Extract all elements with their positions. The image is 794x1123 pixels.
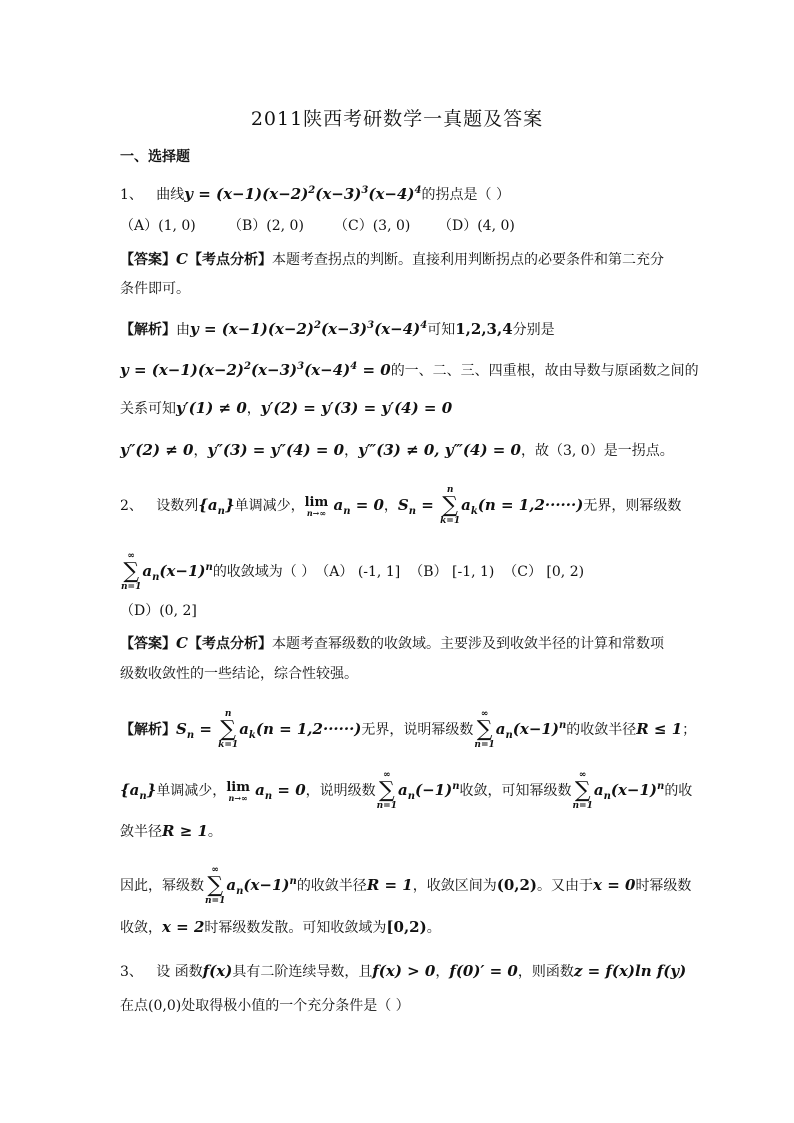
math-formula: $a_n(x-1)^n$	[226, 876, 297, 897]
question-number: 2、	[120, 498, 143, 514]
question-text: 的收敛域为（ ）	[212, 564, 316, 580]
answer-tag: 【答案】	[120, 252, 176, 268]
analysis-tag: 【考点分析】	[187, 252, 272, 268]
summation-symbol: ∞ ∑ n=1	[205, 865, 226, 906]
question-text: 无界，则幂级数	[583, 498, 682, 514]
question-number: 3、	[120, 964, 143, 980]
answer-letter: C	[176, 250, 188, 268]
option-c: （C）(3, 0)	[334, 218, 411, 234]
summation-symbol: ∞ ∑ n=1	[376, 770, 397, 811]
math-formula: $a_n(x-1)^n$	[593, 781, 665, 802]
summation-symbol: ∞ ∑ n=1	[572, 770, 593, 811]
question-text: 曲线	[156, 187, 185, 203]
question-text: 的拐点是（ ）	[421, 187, 510, 203]
math-formula: R = 1	[366, 876, 413, 894]
question-3-stem: 3、 设 函数f(x)具有二阶连续导数，且f(x) > 0，f(0)′ = 0，则函数z = f(x)ln f(y)	[120, 962, 687, 980]
analysis-text-cont: 级数收敛性的一些结论，综合性较强。	[120, 666, 358, 682]
math-formula: z = f(x)ln f(y)	[573, 962, 687, 980]
math-formula: $a_n = 0$	[249, 781, 306, 802]
solution-text: 关系可知	[120, 401, 176, 417]
math-formula: $a_k(n = 1,2\cdot\cdot\cdot\cdot\cdot\cdot)$	[239, 720, 362, 741]
math-formula: $a_n(x-1)^n$	[142, 562, 213, 583]
analysis-tag: 【考点分析】	[187, 636, 272, 652]
analysis-text-cont: 条件即可。	[120, 281, 190, 297]
solution-text: 敛半径	[120, 824, 162, 840]
math-formula: y″(2) ≠ 0	[120, 441, 194, 459]
math-limit: lim n→∞	[304, 494, 329, 518]
math-formula: $a_k(n = 1,2\cdot\cdot\cdot\cdot\cdot\cdot)$	[461, 496, 584, 517]
option-c: （C） [0, 2)	[503, 564, 585, 580]
analysis-text: 本题考查拐点的判断。直接利用判断拐点的必要条件和第二充分	[271, 252, 664, 268]
solution-text: 可知	[427, 322, 456, 338]
summation-symbol: ∞ ∑ n=1	[121, 551, 142, 592]
math-formula: y‴(3) ≠ 0, y‴(4) = 0	[358, 441, 521, 459]
solution-text: 收敛，可知幂级数	[459, 783, 572, 799]
math-formula: $a_n(x-1)^n$	[495, 720, 567, 741]
solution-text: 时幂级数发散。可知收敛域为	[204, 920, 387, 936]
math-formula: x = 2	[162, 918, 205, 936]
solution-line-2	[120, 357, 699, 381]
answer-line	[120, 249, 664, 270]
summation-symbol: n ∑ k=1	[440, 485, 461, 526]
math-formula: R ≥ 1	[162, 822, 208, 840]
math-formula: $a_n = 0$	[328, 496, 384, 517]
solution-text: 无界，说明幂级数	[361, 722, 474, 738]
solution-line-3: 敛半径R ≥ 1。	[120, 822, 222, 840]
solution-text: 收敛，	[120, 920, 162, 936]
option-d: （D）(4, 0)	[438, 218, 515, 234]
summation-symbol: ∞ ∑ n=1	[474, 709, 495, 750]
solution-text: 因此，幂级数	[120, 878, 204, 894]
solution-line-1: 【解析】$S_n$ = n ∑ k=1 $a_k(n = 1,2\cdot\cdot\cdot\cdot\cdot\cdot)$无界，说明幂级数 ∞ ∑ n=1 $a_n(x-1)^n$的收敛半径R ≤ 1；	[120, 709, 697, 750]
question-2-stem-cont	[120, 552, 584, 592]
math-formula: $S_n$ =	[397, 496, 440, 517]
question-number: 1、	[120, 187, 143, 203]
solution-text: 的收敛半径	[566, 722, 637, 738]
solution-line-3: 关系可知y′(1) ≠ 0，y′(2) = y′(3) = y′(4) = 0	[120, 399, 453, 417]
analysis-text: 本题考查幂级数的收敛域。主要涉及到收敛半径的计算和常数项	[271, 636, 664, 652]
solution-text: 。又由于	[537, 878, 594, 894]
math-formula: f(0)′ = 0	[449, 962, 518, 980]
option-b: （B） [-1, 1)	[409, 564, 495, 580]
solution-text: 单调减少，	[156, 783, 227, 799]
math-formula: $\{a_n\}$	[198, 496, 235, 517]
solution-line-5: 收敛，x = 2时幂级数发散。可知收敛域为[0,2)。	[120, 918, 441, 936]
math-formula: y′(1) ≠ 0	[176, 399, 247, 417]
section-heading: 一、选择题	[120, 149, 190, 165]
solution-text: 分别是	[512, 322, 555, 338]
math-formula: $y = (x-1)(x-2)^2(x-3)^3(x-4)^4$	[184, 185, 422, 203]
math-formula: f(x) > 0	[372, 962, 436, 980]
solution-tag: 【解析】	[120, 722, 176, 738]
solution-text: ，说明级数	[305, 783, 376, 799]
solution-text: 的收	[664, 783, 693, 799]
math-formula: $\{a_n\}$	[120, 781, 157, 802]
option-d: （D）(0, 2]	[120, 603, 197, 619]
solution-tag: 【解析】	[120, 322, 176, 338]
math-formula: x = 0	[593, 876, 636, 894]
math-formula: y′(2) = y′(3) = y′(4) = 0	[260, 399, 453, 417]
question-text: 具有二阶连续导数，且	[232, 964, 373, 980]
question-3-stem-cont: 在点(0,0)处取得极小值的一个充分条件是（ ）	[120, 998, 410, 1014]
summation-symbol: n ∑ k=1	[218, 709, 239, 750]
question-text: 设数列	[156, 498, 199, 514]
solution-line-1	[120, 316, 555, 340]
question-text: 设 函数	[156, 964, 203, 980]
solution-line-4	[120, 866, 691, 906]
answer-letter: C	[176, 634, 188, 652]
solution-text: 的一、二、三、四重根，故由导数与原函数之间的	[390, 363, 699, 379]
math-formula: $y = (x-1)(x-2)^2(x-3)^3(x-4)^4 = 0$	[120, 361, 391, 379]
math-formula: R ≤ 1	[636, 720, 683, 738]
page-title: 2011陕西考研数学一真题及答案	[250, 108, 544, 130]
answer-line	[120, 633, 664, 654]
question-text: ，则函数	[517, 964, 574, 980]
math-formula: y″(3) = y″(4) = 0	[207, 441, 345, 459]
question-1-options	[120, 216, 515, 236]
solution-line-4: y″(2) ≠ 0，y″(3) = y″(4) = 0，y‴(3) ≠ 0, y‴(4) = 0，故（3, 0）是一拐点。	[120, 441, 674, 459]
solution-text: 由	[176, 322, 190, 338]
solution-line-2	[120, 771, 692, 811]
option-b: （B）(2, 0)	[228, 218, 304, 234]
math-limit: lim n→∞	[226, 779, 250, 803]
math-formula: $a_n(-1)^n$	[398, 781, 460, 802]
answer-tag: 【答案】	[120, 636, 176, 652]
math-formula: 1,2,3,4	[455, 320, 513, 338]
question-2-stem: 2、 设数列$\{a_n\}$单调减少， lim n→∞ $a_n = 0$，$S_n$ = n ∑ k=1 $a_k(n = 1,2\cdot\cdot\cdot\cdot\cdot\cdot)$无界，则幂级数	[120, 485, 682, 526]
math-formula: f(x)	[202, 962, 233, 980]
math-formula: $y = (x-1)(x-2)^2(x-3)^3(x-4)^4$	[190, 320, 428, 338]
solution-text: 的收敛半径	[296, 878, 367, 894]
option-a: （A）(1, 0)	[120, 218, 196, 234]
solution-text: ，故（3, 0）是一拐点。	[521, 443, 674, 459]
solution-text: ，收敛区间为	[412, 878, 497, 894]
question-1-stem	[120, 181, 510, 205]
math-formula: $S_n$ =	[176, 720, 218, 741]
solution-text: 时幂级数	[635, 878, 692, 894]
question-text: 单调减少，	[234, 498, 305, 514]
math-formula: (0,2)	[496, 876, 538, 894]
option-a: （A） (-1, 1]	[315, 564, 401, 580]
math-formula: [0,2)	[386, 918, 427, 936]
